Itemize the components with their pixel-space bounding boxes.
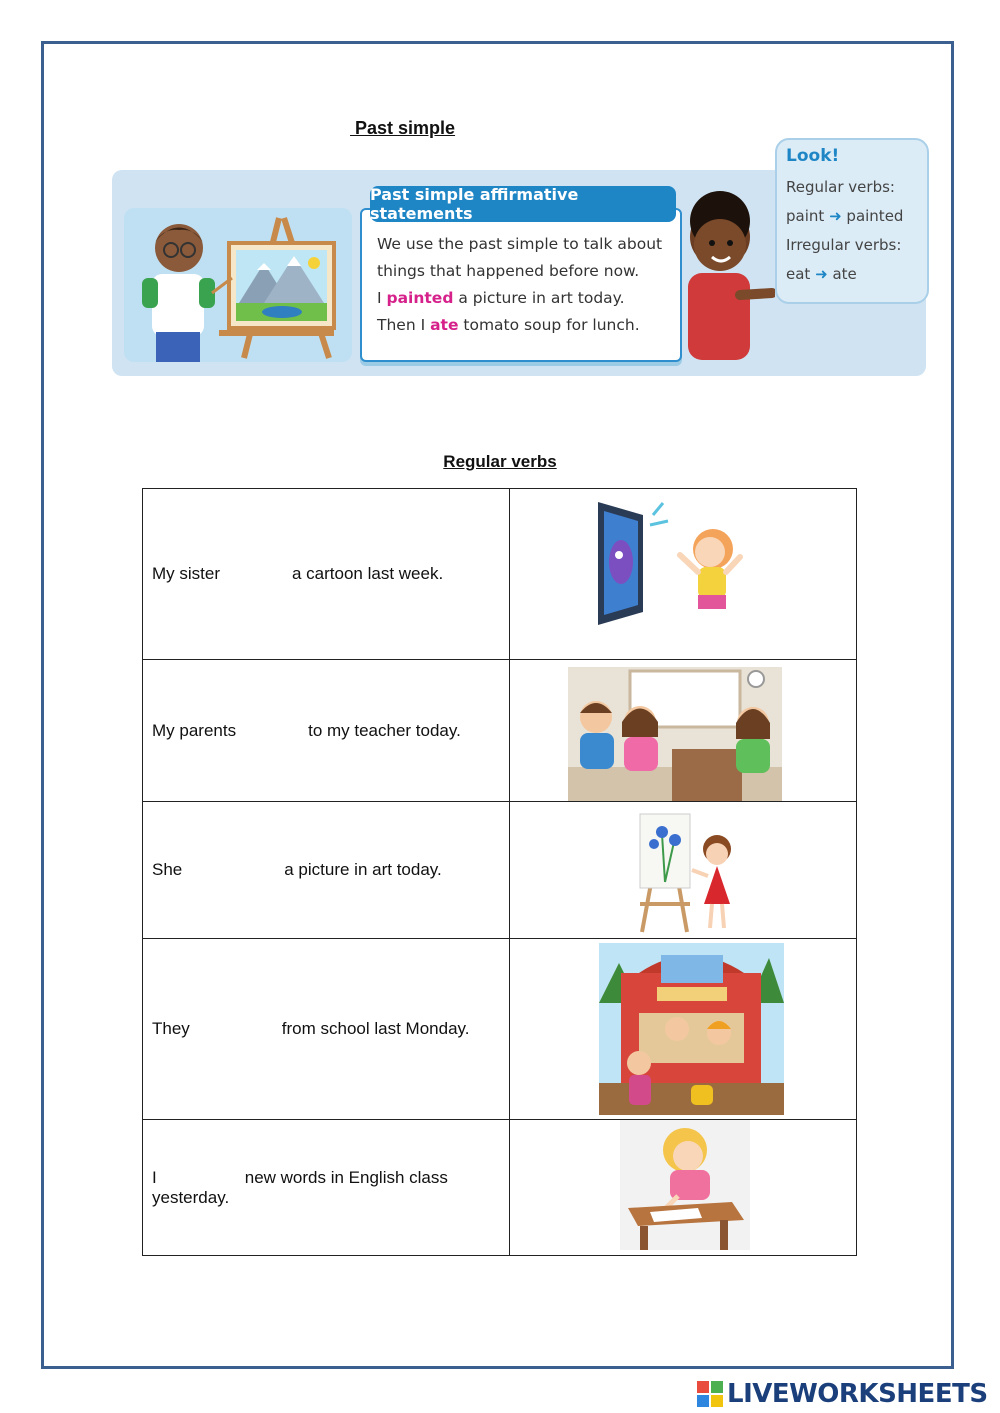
picture-cell: [510, 660, 857, 802]
footer-brand: LIVEWORKSHEETS: [727, 1379, 988, 1409]
picture-cell: [510, 802, 857, 939]
sentence-cell: [143, 1120, 510, 1256]
liveworksheets-logo-icon: [697, 1381, 723, 1407]
grammar-explanation-box: [360, 208, 682, 362]
grammar-line: We use the past simple to talk about: [377, 235, 663, 253]
girl-painting-picture: [632, 804, 742, 941]
verb-exercise-table: [142, 488, 857, 1256]
example-verb: painted: [386, 289, 454, 307]
table-row: [143, 802, 857, 939]
grammar-line: things that happened before now.: [377, 262, 640, 280]
sentence-cell: [143, 802, 510, 939]
sentence-cell: [143, 939, 510, 1120]
table-row: [143, 489, 857, 660]
example-text: tomato soup for lunch.: [458, 316, 640, 334]
parents-teacher-meeting-picture: [568, 667, 782, 806]
sentence-end: to my teacher today.: [308, 720, 461, 740]
girl-watching-tv-picture: [598, 497, 748, 632]
picture-cell: [510, 1120, 857, 1256]
table-row: [143, 939, 857, 1120]
liveworksheets-footer: [697, 1379, 988, 1409]
example-sentence-2: [377, 316, 640, 334]
page-title: Past simple: [350, 118, 456, 138]
table-row: [143, 1120, 857, 1256]
boy-painting-illustration: [124, 208, 352, 362]
boy-pointing-illustration: [680, 185, 775, 360]
regular-verbs-label: Regular verbs:: [786, 178, 895, 196]
picture-cell: [510, 489, 857, 660]
arrow-right-icon: ➜: [815, 265, 828, 283]
section-subtitle: Regular verbs: [443, 452, 557, 471]
sentence-start: I: [152, 1167, 157, 1187]
example-text: I: [377, 289, 387, 307]
regular-verb-example: [786, 207, 903, 225]
sentence-cell: [143, 489, 510, 660]
verb-past: ate: [832, 265, 857, 283]
table-row: [143, 660, 857, 802]
grammar-heading: Past simple affirmative statements: [370, 186, 676, 222]
girl-writing-desk-picture: [620, 1120, 750, 1255]
arrow-right-icon: ➜: [829, 207, 842, 225]
verb-base: eat: [786, 265, 811, 283]
picture-cell: [510, 939, 857, 1120]
sentence-end: new words in English class: [244, 1167, 448, 1187]
sentence-start: My parents: [152, 720, 237, 740]
irregular-verbs-label: Irregular verbs:: [786, 236, 902, 254]
sentence-end: a picture in art today.: [284, 860, 442, 879]
sentence-cell: [143, 660, 510, 802]
irregular-verb-example: [786, 265, 857, 283]
sentence-start: She: [152, 860, 183, 879]
verb-past: painted: [846, 207, 904, 225]
example-text: Then I: [377, 316, 431, 334]
verb-base: paint: [786, 207, 825, 225]
sentence-start: They: [152, 1019, 190, 1038]
sentence-end: yesterday.: [152, 1187, 230, 1207]
example-sentence-1: [377, 289, 625, 307]
example-verb: ate: [430, 316, 459, 334]
children-school-picture: [599, 943, 784, 1120]
sentence-end: from school last Monday.: [281, 1019, 470, 1038]
look-title: Look!: [786, 146, 840, 166]
sentence-end: a cartoon last week.: [292, 564, 444, 583]
example-text: a picture in art today.: [453, 289, 625, 307]
sentence-start: My sister: [152, 564, 220, 583]
